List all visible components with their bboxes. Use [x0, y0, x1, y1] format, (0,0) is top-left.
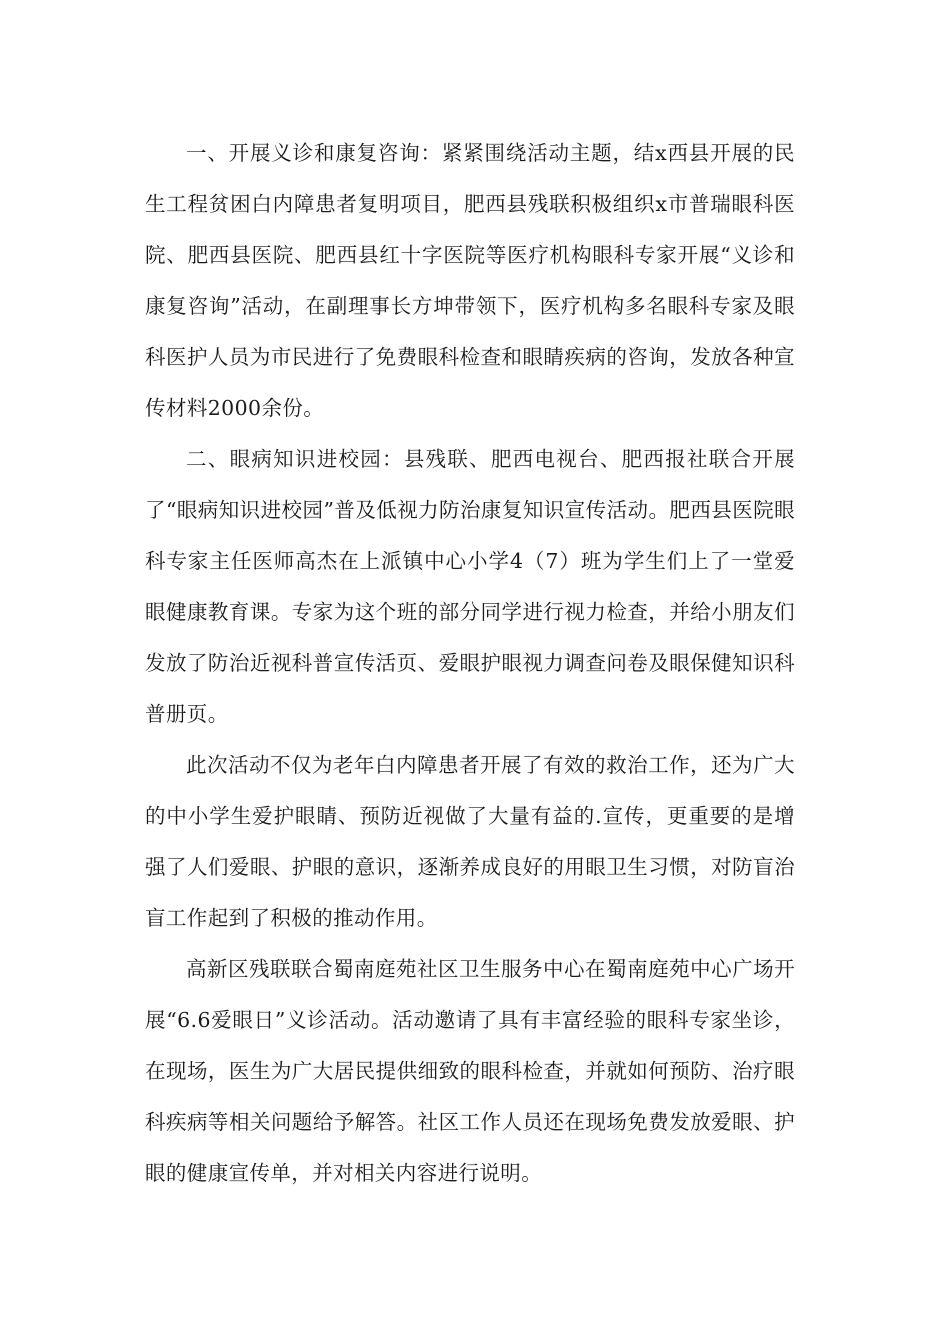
paragraph-school-campaign: 二、眼病知识进校园：县残联、肥西电视台、肥西报社联合开展了“眼病知识进校园”普及低视力防治康复知识宣传活动。肥西县医院眼科专家主任医师高杰在上派镇中心小学4（7）班为学生们上了一堂爱眼健康教育课。专家为这个班的部分同学进行视力检查，并给小朋友们发放了防治近视科普宣传活页、爱眼护眼视力调查问卷及眼保健知识科普册页。	[145, 447, 795, 726]
document-body	[145, 128, 795, 1199]
paragraph-free-clinic: 一、开展义诊和康复咨询：紧紧围绕活动主题，结x西县开展的民生工程贫困白内障患者复明项目，肥西县残联积极组织x市普瑞眼科医院、肥西县医院、肥西县红十字医院等医疗机构眼科专家开展“义诊和康复咨询”活动，在副理事长方坤带领下，医疗机构多名眼科专家及眼科医护人员为市民进行了免费眼科检查和眼睛疾病的咨询，发放各种宣传材料2000余份。	[145, 141, 795, 420]
paragraph-summary: 此次活动不仅为老年白内障患者开展了有效的救治工作，还为广大的中小学生爱护眼睛、预防近视做了大量有益的.宣传，更重要的是增强了人们爱眼、护眼的意识，逐渐养成良好的用眼卫生习惯，对防盲治盲工作起到了积极的推动作用。	[145, 753, 795, 930]
paragraph-gaoxin-event: 高新区残联联合蜀南庭苑社区卫生服务中心在蜀南庭苑中心广场开展“6.6爱眼日”义诊活动。活动邀请了具有丰富经验的眼科专家坐诊，在现场，医生为广大居民提供细致的眼科检查，并就如何预防、治疗眼科疾病等相关问题给予解答。社区工作人员还在现场免费发放爱眼、护眼的健康宣传单，并对相关内容进行说明。	[145, 957, 795, 1185]
